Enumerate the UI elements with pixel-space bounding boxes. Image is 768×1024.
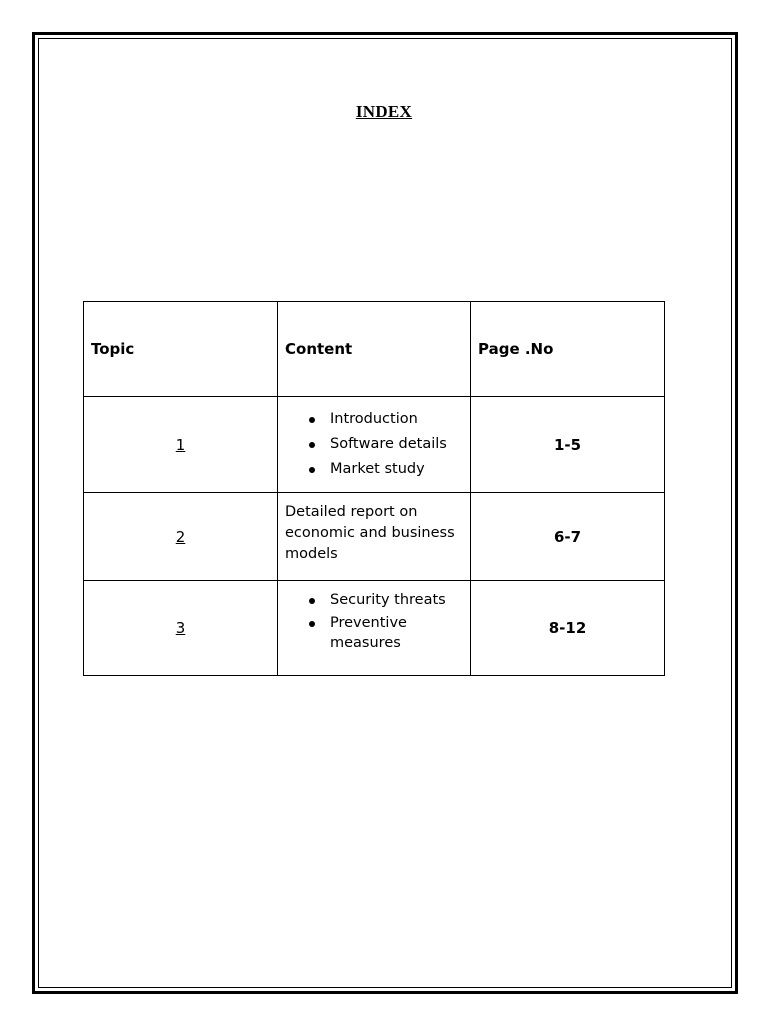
topic-number: 3 bbox=[175, 619, 186, 637]
table-row bbox=[84, 397, 665, 493]
page-number-cell: 1-5 bbox=[471, 397, 665, 493]
table-row bbox=[84, 493, 665, 581]
list-item: Preventive measures bbox=[330, 613, 463, 653]
header-topic: Topic bbox=[84, 302, 278, 397]
list-item: Software details bbox=[330, 432, 463, 457]
table-row bbox=[84, 581, 665, 676]
page-number-cell: 6-7 bbox=[471, 493, 665, 581]
topic-cell bbox=[84, 493, 278, 581]
list-item: Security threats bbox=[330, 588, 463, 613]
page-title: INDEX bbox=[355, 102, 413, 121]
topic-cell bbox=[84, 581, 278, 676]
index-table bbox=[83, 301, 665, 676]
content-list bbox=[285, 407, 463, 482]
content-cell bbox=[278, 493, 471, 581]
content-text: Detailed report on economic and business models bbox=[285, 504, 455, 562]
content-list bbox=[285, 588, 463, 669]
topic-number: 2 bbox=[175, 527, 186, 546]
page-number-cell: 8-12 bbox=[471, 581, 665, 676]
list-item: Introduction bbox=[330, 407, 463, 432]
header-page-no: Page .No bbox=[471, 302, 665, 397]
header-content: Content bbox=[278, 302, 471, 397]
table-header-row bbox=[84, 302, 665, 397]
topic-number: 1 bbox=[175, 435, 186, 454]
content-cell bbox=[278, 397, 471, 493]
content-cell bbox=[278, 581, 471, 676]
list-item: Market study bbox=[330, 457, 463, 482]
topic-cell bbox=[84, 397, 278, 493]
